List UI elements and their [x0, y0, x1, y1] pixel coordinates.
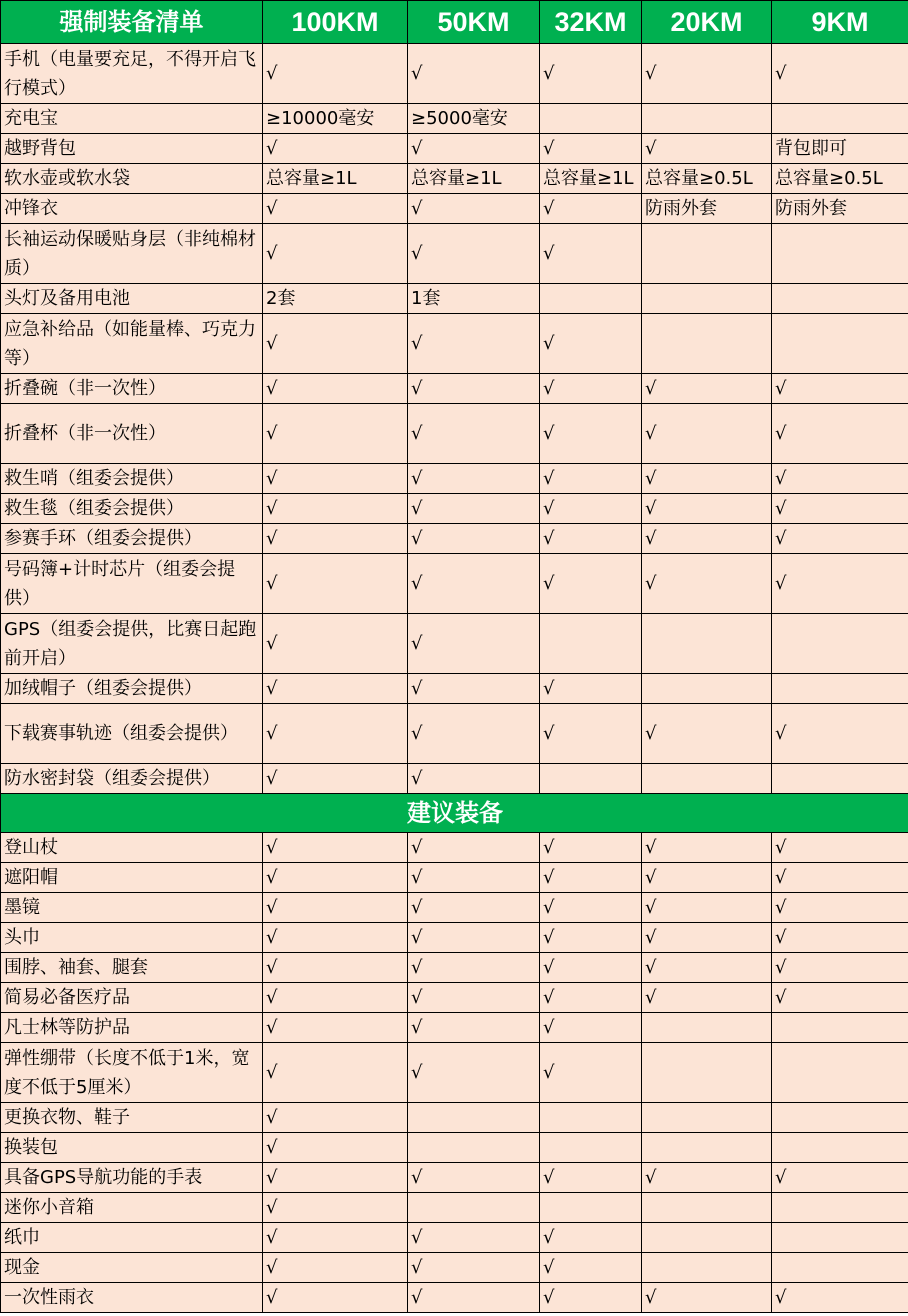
requirement-cell: √ [540, 953, 642, 983]
table-title: 强制装备清单 [1, 1, 263, 44]
requirement-cell [772, 284, 908, 314]
requirement-cell: √ [540, 923, 642, 953]
requirement-cell [772, 1133, 908, 1163]
table-row [1, 833, 908, 863]
item-name: 一次性雨衣 [1, 1283, 263, 1313]
requirement-cell: √ [772, 983, 908, 1013]
requirement-cell: √ [263, 674, 408, 704]
item-name: 迷你小音箱 [1, 1193, 263, 1223]
table-row [1, 1253, 908, 1283]
requirement-cell [772, 614, 908, 674]
requirement-cell: √ [263, 524, 408, 554]
requirement-cell: √ [642, 863, 772, 893]
requirement-cell [642, 1133, 772, 1163]
requirement-cell: √ [408, 1223, 540, 1253]
requirement-cell: √ [408, 1043, 540, 1103]
col-header-20km: 20KM [642, 1, 772, 44]
requirement-cell: √ [263, 614, 408, 674]
requirement-cell: √ [263, 704, 408, 764]
requirement-cell: √ [642, 1163, 772, 1193]
table-row [1, 134, 908, 164]
requirement-cell: √ [408, 614, 540, 674]
header-row [1, 1, 908, 44]
requirement-cell: √ [772, 923, 908, 953]
table-row [1, 1013, 908, 1043]
requirement-cell: √ [408, 674, 540, 704]
table-row [1, 374, 908, 404]
table-row [1, 314, 908, 374]
requirement-cell: √ [540, 893, 642, 923]
requirement-cell: √ [408, 464, 540, 494]
requirement-cell: √ [642, 893, 772, 923]
item-name: 手机（电量要充足，不得开启飞行模式） [1, 44, 263, 104]
requirement-cell [772, 104, 908, 134]
requirement-cell: 防雨外套 [772, 194, 908, 224]
item-name: GPS（组委会提供，比赛日起跑前开启） [1, 614, 263, 674]
requirement-cell: √ [642, 404, 772, 464]
requirement-cell: √ [408, 704, 540, 764]
item-name: 头灯及备用电池 [1, 284, 263, 314]
requirement-cell: √ [263, 764, 408, 794]
item-name: 防水密封袋（组委会提供） [1, 764, 263, 794]
item-name: 纸巾 [1, 1223, 263, 1253]
requirement-cell: √ [263, 1043, 408, 1103]
requirement-cell: √ [540, 464, 642, 494]
table-row [1, 104, 908, 134]
requirement-cell: √ [772, 44, 908, 104]
item-name: 号码簿+计时芯片（组委会提供） [1, 554, 263, 614]
requirement-cell: √ [263, 404, 408, 464]
requirement-cell: √ [263, 893, 408, 923]
item-name: 长袖运动保暖贴身层（非纯棉材质） [1, 224, 263, 284]
requirement-cell: √ [408, 224, 540, 284]
requirement-cell: √ [540, 1253, 642, 1283]
requirement-cell: √ [540, 44, 642, 104]
requirement-cell [642, 614, 772, 674]
requirement-cell: √ [642, 983, 772, 1013]
requirement-cell: √ [772, 1163, 908, 1193]
requirement-cell: √ [772, 404, 908, 464]
requirement-cell [540, 104, 642, 134]
requirement-cell: √ [263, 923, 408, 953]
table-row [1, 494, 908, 524]
requirement-cell [772, 1043, 908, 1103]
table-row [1, 983, 908, 1013]
requirement-cell [642, 1103, 772, 1133]
table-row [1, 1223, 908, 1253]
requirement-cell [642, 284, 772, 314]
table-row [1, 524, 908, 554]
table-row [1, 404, 908, 464]
requirement-cell: √ [642, 134, 772, 164]
table-row [1, 674, 908, 704]
requirement-cell: √ [408, 893, 540, 923]
table-row [1, 1283, 908, 1313]
item-name: 更换衣物、鞋子 [1, 1103, 263, 1133]
requirement-cell [772, 674, 908, 704]
item-name: 下载赛事轨迹（组委会提供） [1, 704, 263, 764]
item-name: 越野背包 [1, 134, 263, 164]
requirement-cell: √ [263, 494, 408, 524]
requirement-cell: √ [772, 1283, 908, 1313]
requirement-cell: √ [408, 764, 540, 794]
requirement-cell [642, 1193, 772, 1223]
item-name: 救生毯（组委会提供） [1, 494, 263, 524]
col-header-32km: 32KM [540, 1, 642, 44]
requirement-cell: √ [263, 1133, 408, 1163]
requirement-cell: √ [540, 494, 642, 524]
requirement-cell: √ [540, 224, 642, 284]
table-row [1, 224, 908, 284]
section-header-row [1, 794, 908, 833]
item-name: 登山杖 [1, 833, 263, 863]
requirement-cell [540, 1193, 642, 1223]
requirement-cell [642, 1013, 772, 1043]
requirement-cell: √ [772, 893, 908, 923]
requirement-cell: √ [540, 134, 642, 164]
requirement-cell [540, 764, 642, 794]
requirement-cell: √ [772, 554, 908, 614]
requirement-cell: √ [408, 314, 540, 374]
requirement-cell [408, 1133, 540, 1163]
requirement-cell: √ [772, 833, 908, 863]
table-row [1, 863, 908, 893]
requirement-cell: √ [263, 464, 408, 494]
requirement-cell: 2套 [263, 284, 408, 314]
item-name: 冲锋衣 [1, 194, 263, 224]
requirement-cell: √ [408, 554, 540, 614]
item-name: 参赛手环（组委会提供） [1, 524, 263, 554]
requirement-cell: √ [642, 464, 772, 494]
requirement-cell: 防雨外套 [642, 194, 772, 224]
requirement-cell: √ [263, 1253, 408, 1283]
requirement-cell [540, 284, 642, 314]
table-row [1, 1193, 908, 1223]
item-name: 具备GPS导航功能的手表 [1, 1163, 263, 1193]
item-name: 加绒帽子（组委会提供） [1, 674, 263, 704]
requirement-cell [642, 764, 772, 794]
requirement-cell: 总容量≥1L [408, 164, 540, 194]
table-row [1, 704, 908, 764]
item-name: 折叠碗（非一次性） [1, 374, 263, 404]
requirement-cell: √ [772, 524, 908, 554]
requirement-cell: √ [408, 1253, 540, 1283]
requirement-cell: √ [408, 863, 540, 893]
table-row [1, 194, 908, 224]
requirement-cell: √ [772, 704, 908, 764]
requirement-cell: √ [408, 1013, 540, 1043]
requirement-cell: √ [772, 863, 908, 893]
requirement-cell: √ [540, 194, 642, 224]
item-name: 现金 [1, 1253, 263, 1283]
requirement-cell: √ [263, 1103, 408, 1133]
requirement-cell: √ [263, 194, 408, 224]
requirement-cell: √ [642, 953, 772, 983]
requirement-cell: √ [263, 134, 408, 164]
requirement-cell: √ [540, 1043, 642, 1103]
requirement-cell: 总容量≥0.5L [642, 164, 772, 194]
requirement-cell: √ [642, 374, 772, 404]
requirement-cell: √ [540, 1013, 642, 1043]
item-name: 应急补给品（如能量棒、巧克力等） [1, 314, 263, 374]
requirement-cell [772, 764, 908, 794]
requirement-cell: √ [408, 524, 540, 554]
requirement-cell: √ [642, 554, 772, 614]
requirement-cell: √ [263, 224, 408, 284]
col-header-50km: 50KM [408, 1, 540, 44]
requirement-cell: ≥10000毫安 [263, 104, 408, 134]
table-row [1, 953, 908, 983]
requirement-cell: √ [408, 923, 540, 953]
requirement-cell: √ [263, 314, 408, 374]
table-row [1, 554, 908, 614]
item-name: 充电宝 [1, 104, 263, 134]
requirement-cell: √ [642, 44, 772, 104]
requirement-cell [408, 1103, 540, 1133]
requirement-cell: √ [263, 1223, 408, 1253]
requirement-cell [642, 1223, 772, 1253]
table-row [1, 44, 908, 104]
requirement-cell [540, 614, 642, 674]
recommended-section [1, 833, 908, 1313]
item-name: 换装包 [1, 1133, 263, 1163]
requirement-cell: √ [263, 554, 408, 614]
requirement-cell: √ [772, 494, 908, 524]
table-row [1, 1103, 908, 1133]
requirement-cell: √ [540, 1163, 642, 1193]
item-name: 围脖、袖套、腿套 [1, 953, 263, 983]
requirement-cell: √ [540, 554, 642, 614]
requirement-cell: √ [540, 704, 642, 764]
requirement-cell [772, 1253, 908, 1283]
requirement-cell: √ [408, 833, 540, 863]
table-row [1, 284, 908, 314]
requirement-cell [642, 224, 772, 284]
requirement-cell: 总容量≥0.5L [772, 164, 908, 194]
requirement-cell [772, 1103, 908, 1133]
requirement-cell [772, 1013, 908, 1043]
requirement-cell: √ [772, 464, 908, 494]
requirement-cell: 总容量≥1L [263, 164, 408, 194]
item-name: 折叠杯（非一次性） [1, 404, 263, 464]
table-row [1, 1043, 908, 1103]
requirement-cell [642, 674, 772, 704]
requirement-cell: √ [408, 953, 540, 983]
requirement-cell: √ [540, 524, 642, 554]
requirement-cell: 背包即可 [772, 134, 908, 164]
requirement-cell [540, 1103, 642, 1133]
requirement-cell: √ [408, 194, 540, 224]
table-row [1, 1133, 908, 1163]
requirement-cell: √ [642, 494, 772, 524]
requirement-cell: √ [642, 524, 772, 554]
requirement-cell [408, 1193, 540, 1223]
requirement-cell: √ [263, 1013, 408, 1043]
requirement-cell: √ [642, 1283, 772, 1313]
requirement-cell: √ [408, 494, 540, 524]
requirement-cell: √ [408, 134, 540, 164]
requirement-cell: √ [408, 374, 540, 404]
requirement-cell: √ [263, 1163, 408, 1193]
requirement-cell: √ [540, 983, 642, 1013]
requirement-cell: √ [642, 704, 772, 764]
requirement-cell: √ [408, 44, 540, 104]
section-title: 建议装备 [1, 794, 908, 833]
requirement-cell: √ [642, 923, 772, 953]
item-name: 弹性绷带（长度不低于1米，宽度不低于5厘米） [1, 1043, 263, 1103]
requirement-cell: √ [263, 1283, 408, 1313]
table-row [1, 464, 908, 494]
requirement-cell [642, 1043, 772, 1103]
requirement-cell: √ [772, 374, 908, 404]
requirement-cell: √ [263, 983, 408, 1013]
table-row [1, 764, 908, 794]
table-row [1, 164, 908, 194]
item-name: 墨镜 [1, 893, 263, 923]
requirement-cell: √ [540, 374, 642, 404]
item-name: 凡士林等防护品 [1, 1013, 263, 1043]
col-header-9km: 9KM [772, 1, 908, 44]
requirement-cell: 总容量≥1L [540, 164, 642, 194]
item-name: 救生哨（组委会提供） [1, 464, 263, 494]
table-row [1, 923, 908, 953]
section-divider [1, 794, 908, 833]
requirement-cell [772, 1223, 908, 1253]
requirement-cell: √ [408, 404, 540, 464]
requirement-cell [642, 1253, 772, 1283]
requirement-cell: √ [540, 314, 642, 374]
table-row [1, 1163, 908, 1193]
requirement-cell [772, 224, 908, 284]
requirement-cell: √ [263, 1193, 408, 1223]
requirement-cell: √ [263, 374, 408, 404]
item-name: 简易必备医疗品 [1, 983, 263, 1013]
table-row [1, 893, 908, 923]
requirement-cell: √ [540, 404, 642, 464]
requirement-cell: √ [408, 1163, 540, 1193]
requirement-cell: √ [642, 833, 772, 863]
requirement-cell: √ [772, 953, 908, 983]
requirement-cell: √ [263, 833, 408, 863]
item-name: 遮阳帽 [1, 863, 263, 893]
requirement-cell [772, 1193, 908, 1223]
requirement-cell: √ [540, 863, 642, 893]
requirement-cell: √ [263, 44, 408, 104]
table-row [1, 614, 908, 674]
requirement-cell: √ [540, 674, 642, 704]
requirement-cell [540, 1133, 642, 1163]
requirement-cell: √ [540, 1223, 642, 1253]
requirement-cell: √ [540, 833, 642, 863]
col-header-100km: 100KM [263, 1, 408, 44]
requirement-cell: √ [408, 983, 540, 1013]
mandatory-section [1, 44, 908, 794]
requirement-cell [642, 314, 772, 374]
requirement-cell: ≥5000毫安 [408, 104, 540, 134]
requirement-cell [642, 104, 772, 134]
requirement-cell: 1套 [408, 284, 540, 314]
requirement-cell: √ [540, 1283, 642, 1313]
item-name: 头巾 [1, 923, 263, 953]
requirement-cell: √ [263, 863, 408, 893]
item-name: 软水壶或软水袋 [1, 164, 263, 194]
requirement-cell [772, 314, 908, 374]
requirement-cell: √ [408, 1283, 540, 1313]
requirement-cell: √ [263, 953, 408, 983]
